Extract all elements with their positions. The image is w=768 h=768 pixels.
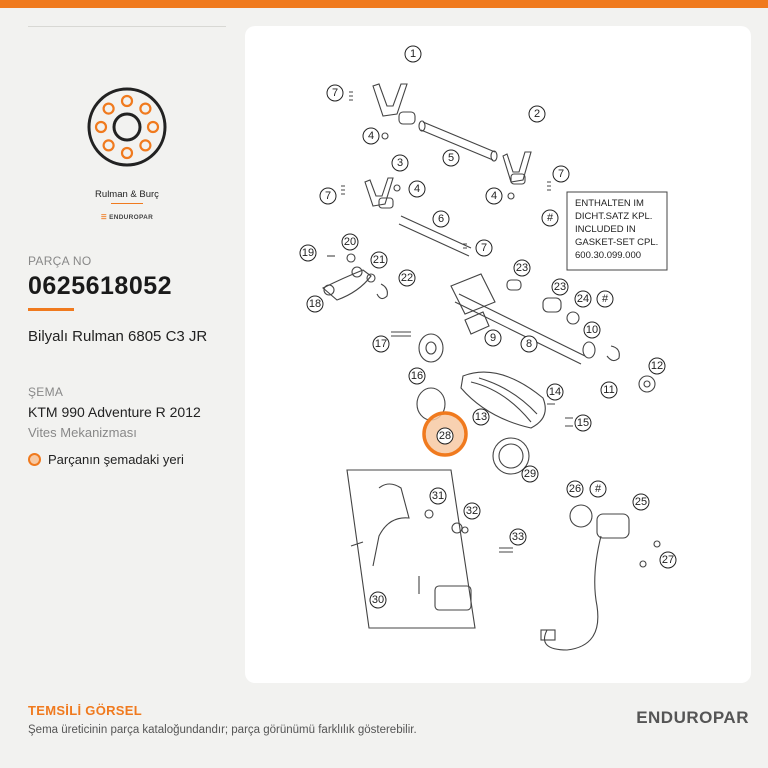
svg-text:9: 9 — [489, 332, 497, 344]
schema-label: ŞEMA — [28, 385, 64, 399]
svg-text:25: 25 — [634, 496, 648, 508]
callout[interactable] — [363, 128, 379, 144]
callout[interactable] — [542, 210, 558, 226]
brand-name: Rulman & Burç — [95, 189, 159, 200]
callout[interactable] — [575, 291, 591, 307]
svg-text:16: 16 — [410, 370, 424, 382]
footer-note: Şema üreticinin parça kataloğundandır; parça görünümü farklılık gösterebilir. — [28, 724, 417, 736]
svg-text:12: 12 — [650, 360, 664, 372]
callout[interactable] — [476, 240, 492, 256]
callout[interactable] — [590, 481, 606, 497]
callout[interactable] — [522, 466, 538, 482]
part-description: Bilyalı Rulman 6805 C3 JR — [28, 328, 208, 345]
callout[interactable] — [399, 270, 415, 286]
callout[interactable] — [430, 488, 446, 504]
callout[interactable] — [575, 415, 591, 431]
svg-text:8: 8 — [525, 338, 533, 350]
callout[interactable] — [433, 211, 449, 227]
svg-text:3: 3 — [396, 157, 404, 169]
svg-text:22: 22 — [400, 272, 414, 284]
svg-text:26: 26 — [568, 483, 582, 495]
divider — [28, 26, 226, 27]
svg-text:7: 7 — [324, 190, 332, 202]
callout[interactable] — [371, 252, 387, 268]
svg-text:32: 32 — [465, 505, 479, 517]
svg-text:4: 4 — [413, 183, 421, 195]
part-number: 0625618052 — [28, 272, 173, 300]
callout[interactable] — [649, 358, 665, 374]
svg-text:31: 31 — [431, 490, 445, 502]
svg-text:27: 27 — [661, 554, 675, 566]
part-number-label: PARÇA NO — [28, 254, 92, 268]
svg-text:17: 17 — [374, 338, 388, 350]
svg-text:29: 29 — [523, 468, 537, 480]
callout[interactable] — [409, 368, 425, 384]
svg-text:24: 24 — [576, 293, 590, 305]
callout[interactable] — [529, 106, 545, 122]
note-line: DICHT.SATZ KPL. — [575, 211, 653, 222]
callout[interactable] — [409, 181, 425, 197]
svg-text:18: 18 — [308, 298, 322, 310]
callout[interactable] — [473, 409, 489, 425]
svg-text:30: 30 — [371, 594, 385, 606]
part-number-underline — [28, 308, 74, 311]
svg-text:15: 15 — [576, 417, 590, 429]
footer-brand: ENDUROPAR — [636, 708, 749, 727]
schema-section: Vites Mekanizması — [28, 425, 137, 440]
info-panel — [0, 8, 245, 688]
svg-text:19: 19 — [301, 247, 315, 259]
callout[interactable] — [553, 166, 569, 182]
svg-text:5: 5 — [447, 152, 455, 164]
callout[interactable] — [370, 592, 386, 608]
callout[interactable] — [597, 291, 613, 307]
legend-text: Parçanın şemadaki yeri — [48, 452, 184, 467]
svg-text:11: 11 — [603, 384, 615, 396]
callout[interactable] — [633, 494, 649, 510]
svg-text:#: # — [601, 293, 609, 305]
svg-text:20: 20 — [343, 236, 357, 248]
marker-icon — [28, 453, 41, 466]
brand-sub: ☰ ENDUROPAR — [100, 214, 154, 221]
callout[interactable] — [342, 234, 358, 250]
callout[interactable] — [300, 245, 316, 261]
svg-text:23: 23 — [515, 262, 529, 274]
footer-title: TEMSİLİ GÖRSEL — [28, 703, 142, 718]
svg-text:2: 2 — [533, 108, 541, 120]
callout[interactable] — [514, 260, 530, 276]
svg-text:14: 14 — [548, 386, 562, 398]
callout[interactable] — [552, 279, 568, 295]
svg-text:7: 7 — [331, 87, 339, 99]
callout[interactable] — [307, 296, 323, 312]
callout[interactable] — [327, 85, 343, 101]
svg-text:7: 7 — [557, 168, 565, 180]
z-icon: ☰ — [100, 214, 110, 221]
callout[interactable] — [486, 188, 502, 204]
svg-text:#: # — [594, 483, 602, 495]
svg-text:10: 10 — [585, 324, 599, 336]
callout[interactable] — [320, 188, 336, 204]
note-line: INCLUDED IN — [575, 224, 636, 235]
svg-text:28: 28 — [438, 430, 452, 442]
note-line: 600.30.099.000 — [575, 250, 642, 261]
svg-text:4: 4 — [367, 130, 375, 142]
callout[interactable] — [464, 503, 480, 519]
callout[interactable] — [405, 46, 421, 62]
exploded-diagram[interactable] — [245, 26, 751, 683]
callout[interactable] — [392, 155, 408, 171]
top-accent-bar — [0, 0, 768, 8]
schema-model: KTM 990 Adventure R 2012 — [28, 404, 201, 420]
svg-text:21: 21 — [372, 254, 386, 266]
svg-text:33: 33 — [511, 531, 525, 543]
callout[interactable] — [510, 529, 526, 545]
callout[interactable] — [660, 552, 676, 568]
callout[interactable] — [547, 384, 563, 400]
callout[interactable] — [567, 481, 583, 497]
svg-text:1: 1 — [409, 48, 417, 60]
svg-text:23: 23 — [553, 281, 567, 293]
callout[interactable] — [373, 336, 389, 352]
callout[interactable] — [437, 428, 453, 444]
callout[interactable] — [443, 150, 459, 166]
svg-text:#: # — [546, 212, 554, 224]
svg-text:7: 7 — [480, 242, 488, 254]
callout[interactable] — [584, 322, 600, 338]
svg-text:13: 13 — [474, 411, 488, 423]
note-line: GASKET-SET CPL. — [575, 237, 659, 248]
callout[interactable] — [485, 330, 501, 346]
diagram-card[interactable] — [245, 26, 751, 683]
note-box — [567, 192, 667, 270]
callout[interactable] — [521, 336, 537, 352]
brand-divider — [111, 203, 143, 204]
svg-text:6: 6 — [437, 213, 445, 225]
note-line: ENTHALTEN IM — [575, 198, 644, 209]
svg-text:4: 4 — [490, 190, 498, 202]
legend — [28, 452, 184, 467]
callout[interactable] — [601, 382, 617, 398]
bearing-icon — [86, 86, 168, 168]
